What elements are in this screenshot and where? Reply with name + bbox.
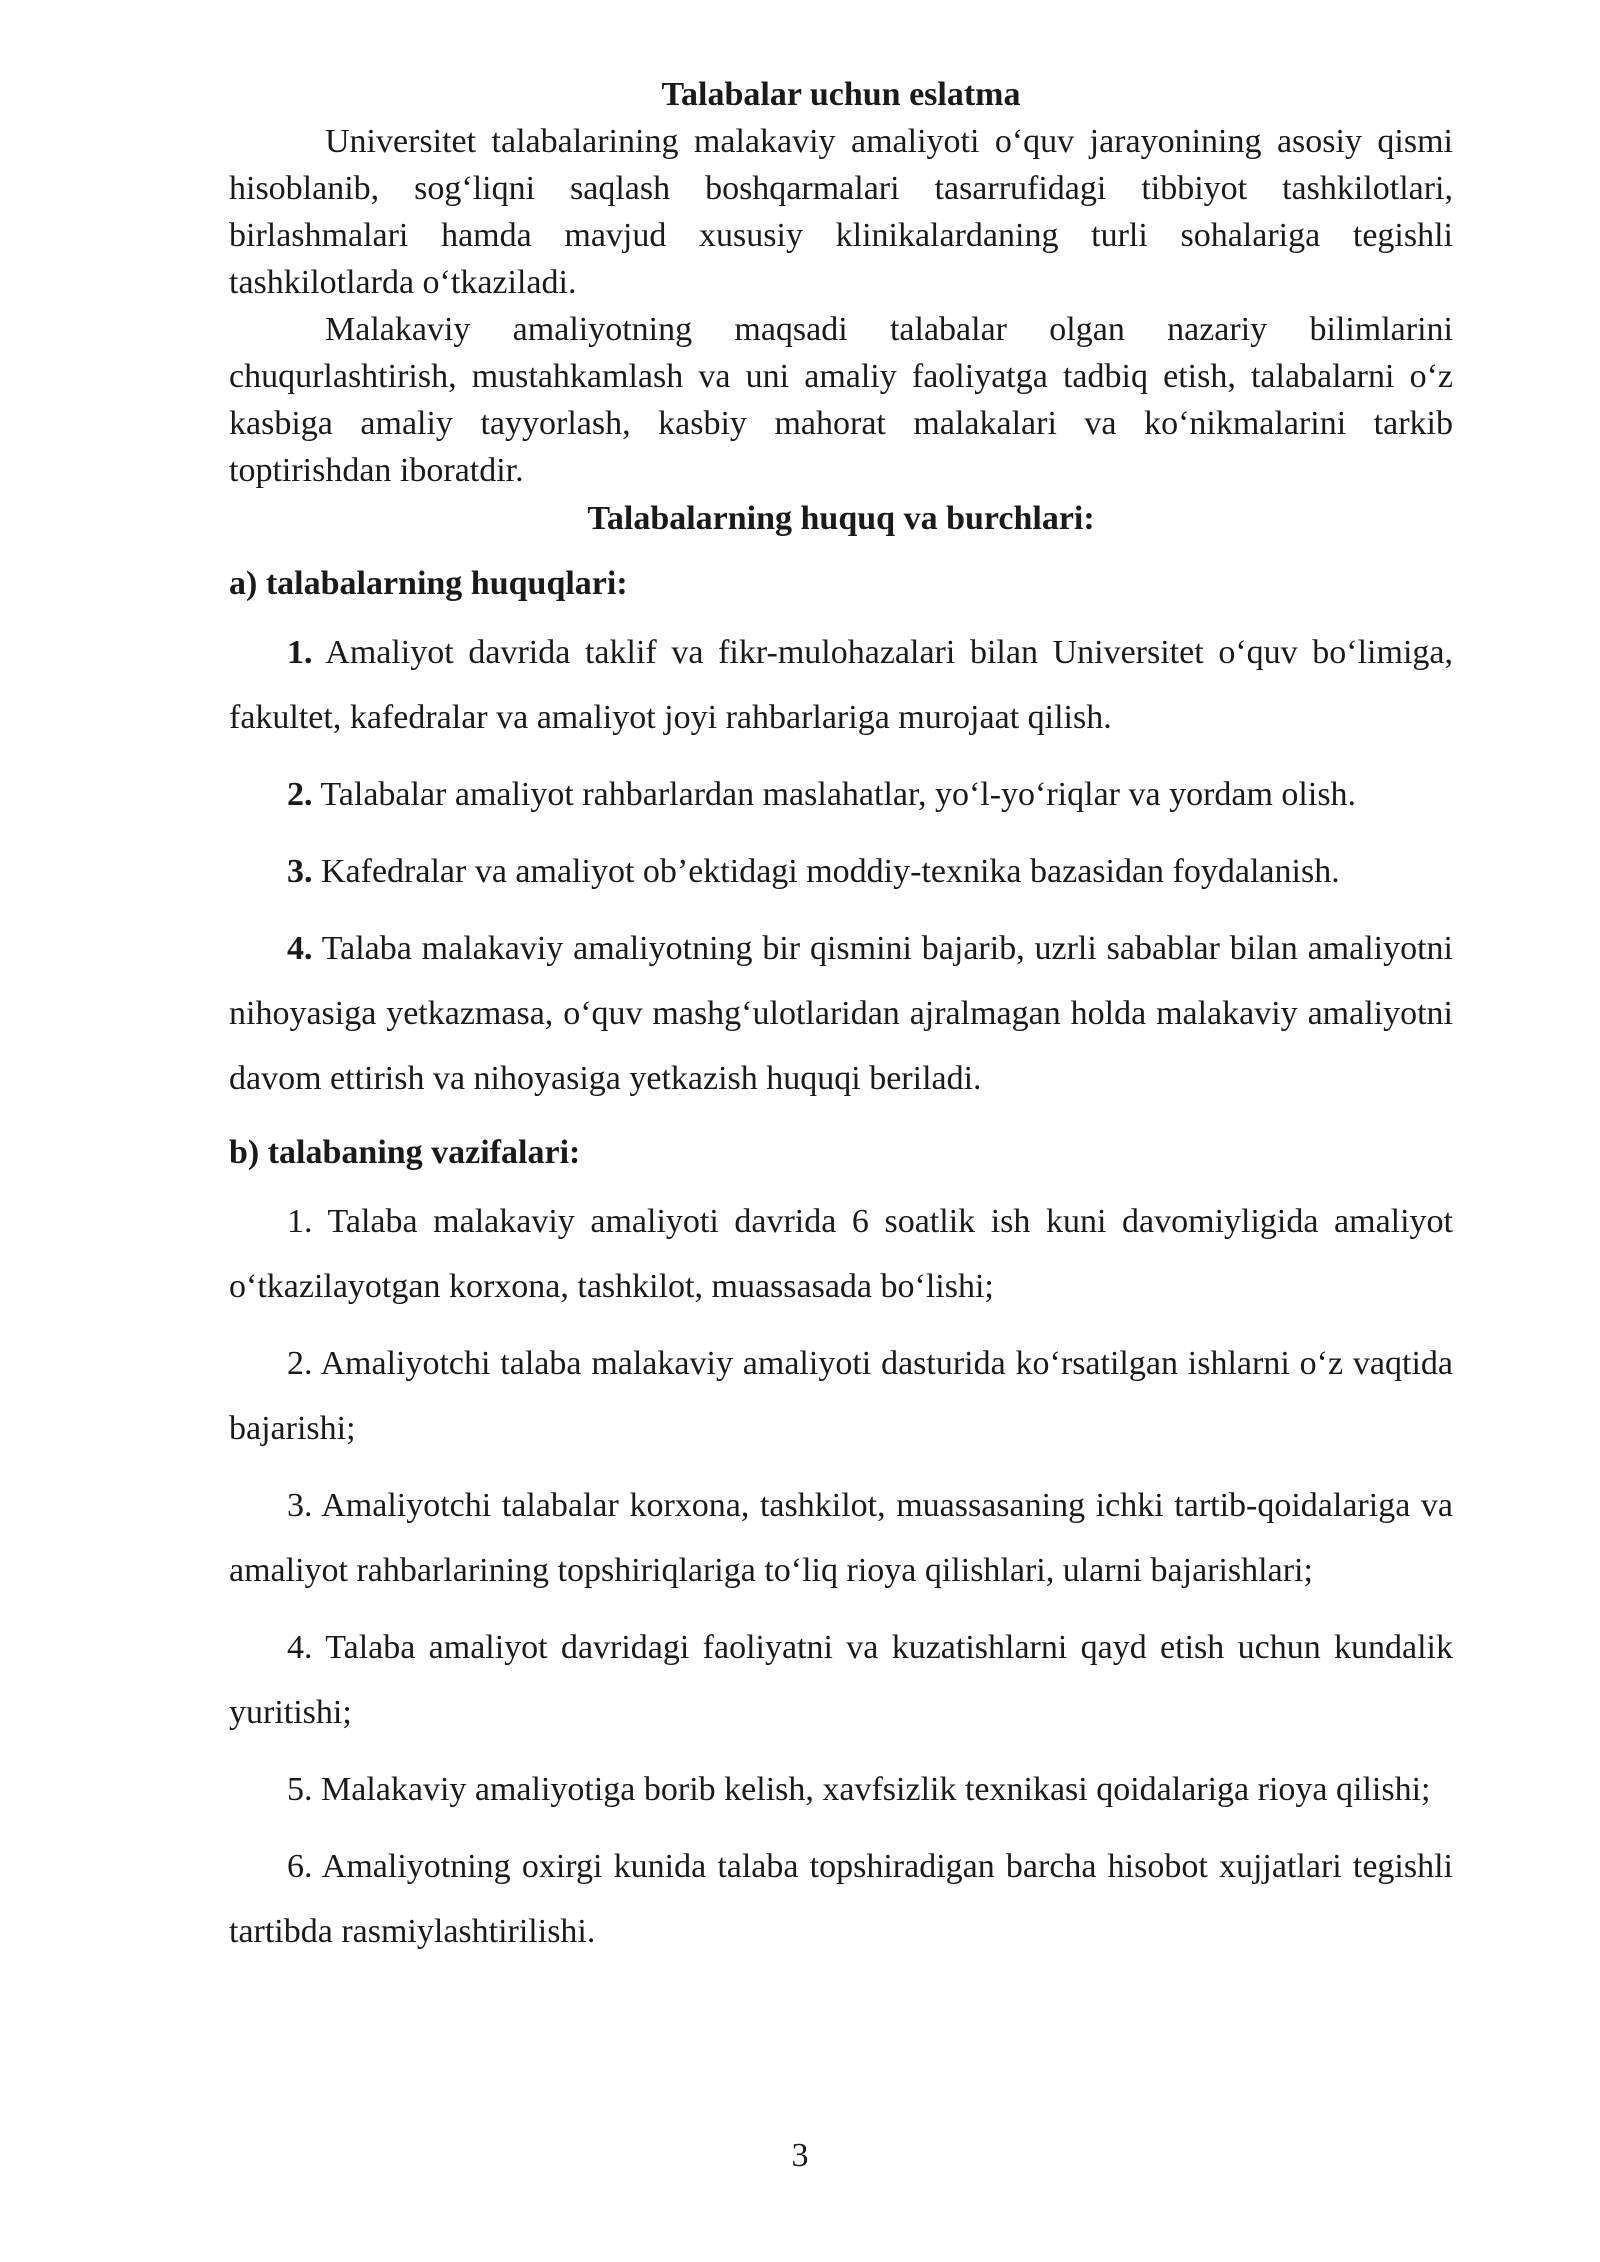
rights-item-text: Talaba malakaviy amaliyotning bir qismini bajarib, uzrli sabablar bilan amaliyotni nihoyasiga yetkazmasa, o‘quv mashg‘ulotlaridan ajralmagan holda malakaviy amaliyotni davom ettirish va nihoyasiga yetkazish huquqi beriladi.: [229, 930, 1453, 1097]
rights-item: [229, 916, 1453, 1111]
rights-item-number: 3.: [287, 853, 313, 890]
duties-section: [229, 1129, 1453, 1964]
document-page: [229, 72, 1453, 1964]
intro-paragraph: Universitet talabalarining malakaviy amaliyoti o‘quv jarayonining asosiy qismi hisoblanib, sog‘liqni saqlash boshqarmalari tasarrufidagi tibbiyot tashkilotlari, birlashmalari hamda mavjud xususiy klinikalardaning turli sohalariga tegishli tashkilotlarda o‘tkaziladi.: [229, 123, 1453, 301]
rights-item-text: Kafedralar va amaliyot ob’ektidagi moddiy-texnika bazasidan foydalanish.: [312, 853, 1340, 890]
rights-heading: a) talabalarning huquqlari:: [229, 565, 628, 602]
rights-section: [229, 560, 1453, 1111]
duties-item: 1. Talaba malakaviy amaliyoti davrida 6 soatlik ish kuni davomiyligida amaliyot o‘tkazilayotgan korxona, tashkilot, muassasada bo‘lishi;: [229, 1203, 1453, 1305]
intro-paragraph: Malakaviy amaliyotning maqsadi talabalar olgan nazariy bilimlarini chuqurlashtirish, mustahkamlash va uni amaliy faoliyatga tadbiq etish, talabalarni o‘z kasbiga amaliy tayyorlash, kasbiy mahorat malakalari va ko‘nikmalarini tarkib toptirishdan iboratdir.: [229, 311, 1453, 489]
duties-heading: b) talabaning vazifalari:: [229, 1134, 581, 1171]
duties-item: 5. Malakaviy amaliyotiga borib kelish, xavfsizlik texnikasi qoidalariga rioya qilishi;: [287, 1771, 1431, 1808]
document-title: Talabalar uchun eslatma: [661, 76, 1021, 113]
rights-item: [229, 620, 1453, 750]
rights-item-number: 2.: [287, 776, 313, 813]
duties-item: 4. Talaba amaliyot davridagi faoliyatni va kuzatishlarni qayd etish uchun kundalik yuritishi;: [229, 1629, 1453, 1731]
intro-section: [229, 118, 1453, 494]
rights-duties-title: Talabalarning huquq va burchlari:: [587, 500, 1095, 537]
rights-item-text: Talabalar amaliyot rahbarlardan maslahatlar, yo‘l-yo‘riqlar va yordam olish.: [312, 776, 1357, 813]
duties-item: 6. Amaliyotning oxirgi kunida talaba topshiradigan barcha hisobot xujjatlari tegishli tartibda rasmiylashtirilishi.: [229, 1848, 1453, 1950]
rights-item-text: Amaliyot davrida taklif va fikr-mulohazalari bilan Universitet o‘quv bo‘limiga, fakultet, kafedralar va amaliyot joyi rahbarlariga murojaat qilish.: [229, 634, 1453, 736]
page-number: 3: [791, 2137, 809, 2174]
duties-item: 3. Amaliyotchi talabalar korxona, tashkilot, muassasaning ichki tartib-qoidalariga va amaliyot rahbarlarining topshiriqlariga to‘liq rioya qilishlari, ularni bajarishlari;: [229, 1487, 1453, 1589]
rights-item-number: 1.: [287, 634, 313, 671]
duties-item: 2. Amaliyotchi talaba malakaviy amaliyoti dasturida ko‘rsatilgan ishlarni o‘z vaqtida bajarishi;: [229, 1345, 1453, 1447]
rights-item: [229, 762, 1453, 827]
rights-item-number: 4.: [287, 930, 313, 967]
rights-item: [229, 839, 1453, 904]
